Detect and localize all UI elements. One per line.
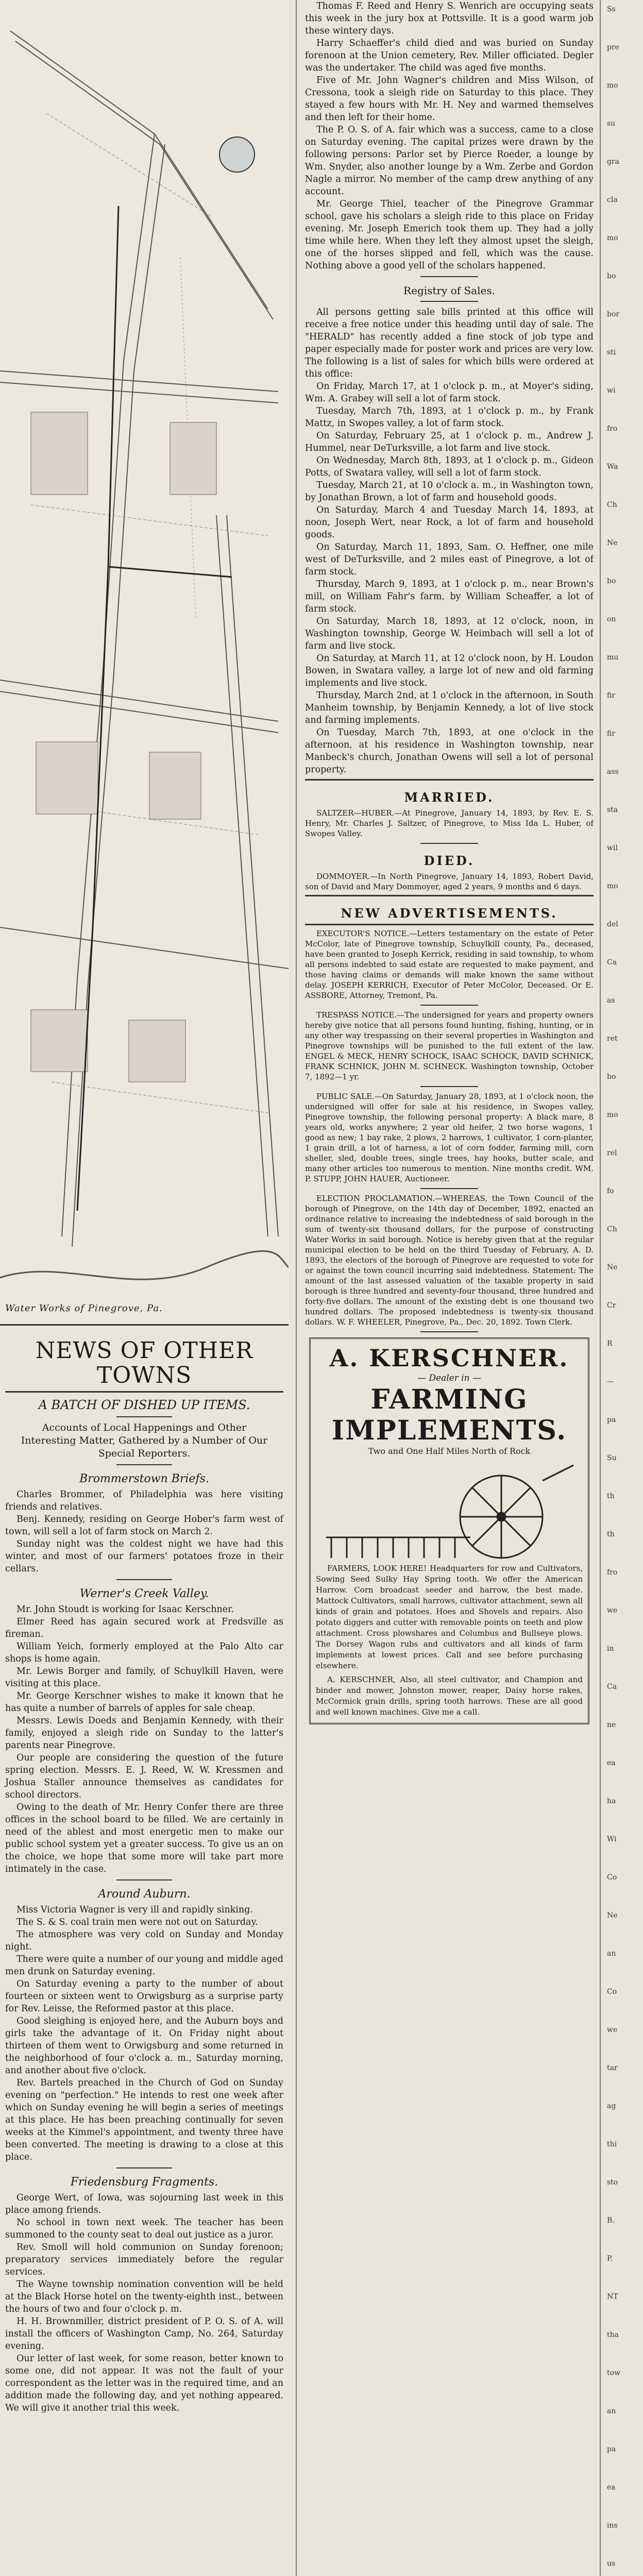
fragment-text: Ne xyxy=(607,1911,618,1920)
right-partial-column xyxy=(607,0,643,2576)
news-paragraph: Benj. Kennedy, residing on George Hober's farm west of town, will sell a lot of farm stock on March 2. xyxy=(5,1514,283,1537)
fragment-text: Co xyxy=(607,1988,617,1996)
fragment-text: Wi xyxy=(607,1835,617,1843)
fragment-text: del xyxy=(607,920,618,928)
news-paragraph: Good sleighing is enjoyed here, and the Auburn boys and girls take the advantage of it. On Friday night about thirteen of them went to Orwigsburg and some returned in the neighborhood of four o'clock a. m., Saturday morning, and another about five o'clock. xyxy=(5,2016,283,2076)
fragment-text: fro xyxy=(607,1568,618,1577)
fragment-text: Su xyxy=(607,1454,617,1462)
column-rule-right xyxy=(600,0,601,2576)
fragment-text: ins xyxy=(607,2521,618,2530)
mid-rule-6 xyxy=(305,924,594,925)
registry-title: Registry of Sales. xyxy=(403,284,495,297)
middle-paragraph: Thomas F. Reed and Henry S. Wenrich are occupying seats this week in the jury box at Pottsville. It is a good warm job these wintery days. xyxy=(305,1,594,36)
fragment-text: bor xyxy=(607,310,620,318)
news-paragraph: Miss Victoria Wagner is very ill and rapidly sinking. xyxy=(16,1905,253,1915)
news-paragraph: Messrs. Lewis Doeds and Benjamin Kennedy, with their family, enjoyed a sleigh ride on Sunday to the latter's parents near Pinegrove. xyxy=(5,1716,283,1751)
subhead-rule xyxy=(116,1416,172,1417)
notice-rule xyxy=(420,1005,478,1006)
ad-subline: Two and One Half Miles North of Rock xyxy=(368,1446,531,1456)
ad-notices xyxy=(305,928,594,1332)
registry-item: On Saturday, February 25, at 1 o'clock p. m., Andrew J. Hummel, near DeTurksville, a lot farm and live stock. xyxy=(305,431,594,453)
died-notice: DOMMOYER.—In North Pinegrove, January 14, 1893, Robert David, son of David and Mary Dommoyer, aged 2 years, 9 months and 6 days. xyxy=(305,872,594,891)
water-works-map xyxy=(0,0,289,1326)
fragment-text: tha xyxy=(607,2331,619,2339)
fragment-text: thi xyxy=(607,2140,617,2148)
registry-item: On Saturday, March 4 and Tuesday March 14, 1893, at noon, Joseph Wert, near Rock, a lot of farm and household goods. xyxy=(305,505,594,540)
fragment-text: wil xyxy=(607,844,618,852)
registry-item: All persons getting sale bills printed at this office will receive a free notice under this heading until day of sale. The "HERALD" has recently added a fine stock of job type and paper especially made for poster work and prices are very low. The following is a list of sales for which bills were ordered at this office: xyxy=(305,307,594,379)
news-paragraph: George Wert, of Iowa, was sojourning last week in this place among friends. xyxy=(5,2193,283,2215)
fragment-text: pre xyxy=(607,43,619,52)
fragment-text: in xyxy=(607,1645,614,1653)
fragment-text: sto xyxy=(607,2178,618,2187)
fragment-text: B. xyxy=(607,2216,615,2225)
fragment-text: sta xyxy=(607,806,618,814)
section-rule xyxy=(116,1879,172,1880)
fragment-text: ret xyxy=(607,1035,618,1043)
fragment-text: we xyxy=(607,1606,618,1615)
section-title: Around Auburn. xyxy=(98,1888,191,1901)
news-paragraph: Elmer Reed has again secured work at Fredsville as fireman. xyxy=(5,1617,283,1639)
news-paragraph: Our letter of last week, for some reason, better known to some one, did not appear. It was not the fault of your correspondent as the letter was in the required time, and an addition made the following day, and yet nothing appeared. We will give it another trial this week. xyxy=(5,2353,283,2413)
middle-paragraph: The P. O. S. of A. fair which was a success, came to a close on Saturday evening. The capital prizes were drawn by the following persons: Parlor set by Pierce Roeder, a lounge by Wm. Snyder, also another lounge by a Wm. Zerbe and Gordon Nagle a mirror. No member of the camp drew anything of any account. xyxy=(305,125,594,197)
fragment-text: Ca xyxy=(607,958,617,967)
section-title: Brommerstown Briefs. xyxy=(79,1472,209,1485)
fragment-text: bo xyxy=(607,577,616,585)
notice-rule xyxy=(420,1188,478,1189)
news-paragraph: There were quite a number of our young and middle aged men drunk on Saturday evening. xyxy=(5,1954,283,1977)
fragment-text: fro xyxy=(607,425,618,433)
fragment-text: — xyxy=(607,1378,614,1386)
fragment-text: bo xyxy=(607,272,616,280)
fragment-text: mo xyxy=(607,1111,618,1119)
fragment-text: pa xyxy=(607,1416,616,1424)
section-title: Werner's Creek Valley. xyxy=(79,1587,209,1600)
advertisements-title: NEW ADVERTISEMENTS. xyxy=(341,906,558,921)
fragment-text: us xyxy=(607,2560,616,2568)
registry-item: Thursday, March 2nd, at 1 o'clock in the afternoon, in South Manheim township, by Benjamin Kennedy, a lot of live stock and farming implements. xyxy=(305,690,594,725)
news-paragraph: Our people are considering the question of the future spring election. Messrs. E. J. Reed, W. W. Kressmen and Joshua Staller announce themselves as candidates for school directors. xyxy=(5,1753,283,1800)
legal-notice: TRESPASS NOTICE.—The undersigned for years and property owners hereby give notice that all persons found hunting, fishing, hunting, or in any other way trespassing on their several properties in Washington and Pinegrove townships will be punished to the full extent of the law. ENGEL & MECK, HENRY SCHOCK, ISAAC SCHOCK, DAVID SCHNICK, FRANK SCHNICK, JOHN M. SCHNECK. Washington township, October 7, 1892—1 yr. xyxy=(305,1010,594,1081)
fragment-text: fir xyxy=(607,691,616,700)
fragment-text: as xyxy=(607,996,615,1005)
news-section xyxy=(0,1334,289,2414)
map-caption: Water Works of Pinegrove, Pa. xyxy=(5,1303,163,1314)
news-paragraph: Mr. Lewis Borger and family, of Schuylkill Haven, were visiting at this place. xyxy=(5,1666,283,1689)
news-paragraph: Mr. John Stoudt is working for Isaac Kerschner. xyxy=(16,1604,234,1615)
section-rule xyxy=(116,2167,172,2168)
fragment-text: tar xyxy=(607,2064,618,2072)
fragment-text: ea xyxy=(607,1759,616,1767)
middle-paragraph: Five of Mr. John Wagner's children and Miss Wilson, of Cressona, took a sleigh ride on Saturday to this place. They stayed a few hours with Mr. H. Ney and warmed themselves and then left for their home. xyxy=(305,75,594,123)
notice-rule xyxy=(420,1331,478,1332)
married-notice: SALTZER—HUBER.—At Pinegrove, January 14, 1893, by Rev. E. S. Henry, Mr. Charles J. Saltzer, of Pinegrove, to Miss Ida L. Huber, of Swopes Valley. xyxy=(305,808,594,838)
left-column xyxy=(0,0,289,2576)
ad-name: A. KERSCHNER. xyxy=(329,1344,569,1372)
fragment-text: wi xyxy=(607,386,616,395)
fragment-text: Ne xyxy=(607,539,618,547)
fragment-text: ha xyxy=(607,1797,616,1805)
fragment-text: Co xyxy=(607,1873,617,1882)
registry-item: On Saturday, at March 11, at 12 o'clock noon, by H. Loudon Bowen, in Swatara valley, a large lot of new and old farming implements and live stock. xyxy=(305,653,594,688)
fragment-text: mu xyxy=(607,653,619,662)
fragment-text: mo xyxy=(607,234,618,242)
ad-body: FARMERS, LOOK HERE! Headquarters for row and Cultivators, Sowing Seed Sulky Hay Spring tooth. We offer the American Harrow. Corn broadcast seeder and harrow, the best made. Mattock Cultivators, small harrows, cultivator attachment, sewn all kinds of grain and potatoes. Hoes and Shovels and repairs. Also potato diggers and cutter with removable points on teeth and plow attachment. Cross plowshares and Columbus and Bullseye plows. The Dorsey Wagon rubs and cultivators and all kinds of farm implements at lowest prices. Call and see before purchasing elsewhere. xyxy=(316,1564,583,1670)
column-rule-left xyxy=(296,0,297,2576)
notice-rule xyxy=(420,1086,478,1087)
middle-paragraph: Mr. George Thiel, teacher of the Pinegrove Grammar school, gave his scholars a sleigh ride to this place on Friday evening. Mr. Joseph Emerich took them up. They had a jolly time while here. When they left they almost upset the sleigh, one of the horses slipped and fell, which was the cause. Nothing above a good yell of the scholars happened. xyxy=(305,199,594,271)
fragment-text: Ch xyxy=(607,1225,617,1233)
registry-item: Thursday, March 9, 1893, at 1 o'clock p. m., near Brown's mill, on William Fahr's farm, by William Scheaffer, a lot of farm stock. xyxy=(305,579,594,614)
registry-item: Tuesday, March 7th, 1893, at 1 o'clock p. m., by Frank Mattz, in Swopes valley, a lot of farm stock. xyxy=(305,406,594,429)
map-drawing xyxy=(0,0,289,1324)
married-title: MARRIED. xyxy=(404,790,495,805)
news-paragraph: H. H. Brownmiller, district president of P. O. S. of A. will install the officers of Washington Camp, No. 264, Saturday evening. xyxy=(5,2316,283,2351)
fragment-text: fo xyxy=(607,1187,614,1195)
masthead-rule xyxy=(5,1391,283,1393)
ad-headline: FARMING IMPLEMENTS. xyxy=(331,1384,567,1446)
news-dek: Accounts of Local Happenings and Other Interesting Matter, Gathered by a Number of Our Special Reporters. xyxy=(21,1422,268,1459)
news-paragraph: Mr. George Kerschner wishes to make it known that he has quite a number of barrels of apples for sale cheap. xyxy=(5,1691,283,1714)
mid-rule-1 xyxy=(420,276,478,277)
ad-dealer: — Dealer in — xyxy=(417,1373,482,1383)
registry-item: On Friday, March 17, at 1 o'clock p. m., at Moyer's siding, Wm. A. Grabey will sell a lot of farm stock. xyxy=(305,381,594,404)
died-title: DIED. xyxy=(424,853,475,868)
section-rule xyxy=(116,1579,172,1580)
fragment-text: an xyxy=(607,1950,616,1958)
mid-rule-4 xyxy=(420,843,478,844)
fragment-text: ag xyxy=(607,2102,616,2110)
news-paragraph: Rev. Bartels preached in the Church of God on Sunday evening on "perfection." He intends to rest one week after which on Sunday evening he will begin a series of meetings at this place. He has been preaching continually for seven weeks at the Kimmel's appointment, and twenty three have been converted. The meeting is drawing to a close at this place. xyxy=(5,2078,283,2162)
fragment-text: ass xyxy=(607,768,619,776)
middle-paragraph: Harry Schaeffer's child died and was buried on Sunday forenoon at the Union cemetery, Rev. Miller officiated. Degler was the undertaker. The child was aged five months. xyxy=(305,38,594,73)
legal-notice: PUBLIC SALE.—On Saturday, January 28, 1893, at 1 o'clock noon, the undersigned will offer for sale at his residence, in Swopes valley, Pinegrove township, the following personal property: A black mare, 8 years old, works anywhere; 2 year old heifer, 2 two horse wagons, 1 good as new; 1 bay rake, 2 plows, 2 harrows, 1 cultivator, 1 corn-planter, 1 grain drill, a lot of harness, a lot of corn fodder, farming mill, corn sheller, sled, double trees, single trees, hay hooks, butter scale, and many other articles too numerous to mention. Nine months credit. WM. P. STUPP, JOHN HAUER, Auctioneer. xyxy=(305,1092,594,1183)
news-paragraph: Charles Brommer, of Philadelphia was here visiting friends and relatives. xyxy=(5,1489,283,1512)
mid-rule-2 xyxy=(420,301,478,302)
ad-body-2: A. KERSCHNER, Also, all steel cultivator, and Champion and binder and mower, Johnston mower, reaper, Daisy horse rakes, McCormick grain drills, spring tooth harrows. These are all good and well known machines. Give me a call. xyxy=(316,1675,583,1717)
fragment-text: bo xyxy=(607,1073,616,1081)
news-paragraph: No school in town next week. The teacher has been summoned to the county seat to deal out justice as a juror. xyxy=(5,2217,283,2240)
news-paragraph: Owing to the death of Mr. Henry Confer there are three offices in the school board to be filled. We are certainly in need of the ablest and most energetic men to make our public school system yet a greater success. To give us an on the choice, we hope that some more will take part more intimately in the case. xyxy=(5,1802,283,1874)
fragment-text: mo xyxy=(607,81,618,90)
news-paragraph: On Saturday evening a party to the number of about fourteen or sixteen went to Orwigsburg as a surprise party for Rev. Leisse, the Reformed pastor at this place. xyxy=(5,1979,283,2014)
right-column-fragments xyxy=(607,0,643,2576)
mid-rule-5 xyxy=(305,895,594,896)
section-title: Friedensburg Fragments. xyxy=(70,2176,218,2189)
news-sections xyxy=(5,1472,283,2414)
news-paragraph: The atmosphere was very cold on Sunday and Monday night. xyxy=(5,1929,283,1952)
fragment-text: gra xyxy=(607,158,620,166)
news-paragraph: The S. & S. coal train men were not out on Saturday. xyxy=(16,1917,258,1927)
fragment-text: R xyxy=(607,1340,613,1348)
news-masthead: NEWS OF OTHER TOWNS xyxy=(35,1337,253,1388)
news-paragraph: Rev. Smoll will hold communion on Sunday forenoon; preparatory services immediately before the regular services. xyxy=(5,2242,283,2277)
mid-rule-3 xyxy=(305,779,594,781)
middle-column xyxy=(305,0,594,2576)
middle-top-items xyxy=(305,0,594,272)
fragment-text: cla xyxy=(607,196,618,204)
dek-rule xyxy=(116,1464,172,1465)
fragment-text: on xyxy=(607,615,616,623)
fragment-text: Ch xyxy=(607,501,617,509)
fragment-text: mo xyxy=(607,882,618,890)
registry-item: On Saturday, March 18, 1893, at 12 o'clock, noon, in Washington township, George W. Heimbach will sell a lot of farm and live stock. xyxy=(305,616,594,651)
fragment-text: Wa xyxy=(607,463,618,471)
kerschner-ad xyxy=(309,1337,589,1724)
registry-item: Tuesday, March 21, at 10 o'clock a. m., in Washington town, by Jonathan Brown, a lot of farm and household goods. xyxy=(305,480,594,503)
news-paragraph: Sunday night was the coldest night we have had this winter, and most of our farmers' potatoes froze in their cellars. xyxy=(5,1539,283,1574)
news-subhead: A BATCH OF DISHED UP ITEMS. xyxy=(38,1398,250,1412)
fragment-text: rel xyxy=(607,1149,617,1157)
fragment-text: tow xyxy=(607,2369,621,2377)
fragment-text: Ss xyxy=(607,5,616,13)
fragment-text: NT xyxy=(607,2293,618,2301)
hay-rake-illustration xyxy=(316,1460,584,1563)
fragment-text: sti xyxy=(607,348,616,357)
fragment-text: ea xyxy=(607,2483,616,2492)
registry-items xyxy=(305,306,594,776)
fragment-text: Ne xyxy=(607,1263,618,1272)
news-paragraph: William Yeich, formerly employed at the Palo Alto car shops is home again. xyxy=(5,1641,283,1664)
fragment-text: th xyxy=(607,1492,615,1500)
fragment-text: fir xyxy=(607,730,616,738)
fragment-text: Cr xyxy=(607,1301,616,1310)
legal-notice: EXECUTOR'S NOTICE.—Letters testamentary on the estate of Peter McColor, late of Pinegrove township, Schuylkill county, Pa., deceased, have been granted to Joseph Kerrick, residing in said township, to whom all persons indebted to said estate are requested to make payment, and those having claims or demands will make known the same without delay. JOSEPH KERRICH, Executor of Peter McColor, Deceased. Or E. ASSBORE, Attorney, Tremont, Pa. xyxy=(305,929,594,1000)
fragment-text: th xyxy=(607,1530,615,1538)
fragment-text: pa xyxy=(607,2445,616,2453)
registry-item: On Saturday, March 11, 1893, Sam. O. Heffner, one mile west of DeTurksville, and 2 miles east of Pinegrove, a lot of farm stock. xyxy=(305,542,594,577)
fragment-text: we xyxy=(607,2026,618,2034)
legal-notice: ELECTION PROCLAMATION.—WHEREAS, the Town Council of the borough of Pinegrove, on the 14th day of December, 1892, enacted an ordinance relative to increasing the indebtedness of said borough in the sum of twenty-six thousand dollars, for the purpose of constructing Water Works in said borough. Notice is hereby given that at the regular municipal election to be held on the third Tuesday of February, A. D. 1893, the electors of the borough of Pinegrove are requested to vote for or against the town council incurring said indebtedness. Statement: The amount of the last assessed valuation of the taxable property in said borough is three hundred and seventy-four thousand, three hundred and forty-five dollars. The amount of the existing debt is one thousand two hundred dollars. The proposed indebtedness is twenty-six thousand dollars. W. F. WHEELER, Pinegrove, Pa., Dec. 20, 1892. Town Clerk. xyxy=(305,1194,594,1327)
fragment-text: Ca xyxy=(607,1683,617,1691)
fragment-text: P. xyxy=(607,2255,613,2263)
news-paragraph: The Wayne township nomination convention will be held at the Black Horse hotel on the twenty-eighth inst., between the hours of two and four o'clock p. m. xyxy=(5,2279,283,2314)
fragment-text: ne xyxy=(607,1721,616,1729)
fragment-text: su xyxy=(607,120,616,128)
registry-item: On Tuesday, March 7th, 1893, at one o'clock in the afternoon, at his residence in Washington township, near Manbeck's church, Jonathan Owens will sell a lot of personal property. xyxy=(305,727,594,775)
fragment-text: an xyxy=(607,2407,616,2415)
registry-item: On Wednesday, March 8th, 1893, at 1 o'clock p. m., Gideon Potts, of Swatara valley, will sell a lot of farm stock. xyxy=(305,455,594,478)
